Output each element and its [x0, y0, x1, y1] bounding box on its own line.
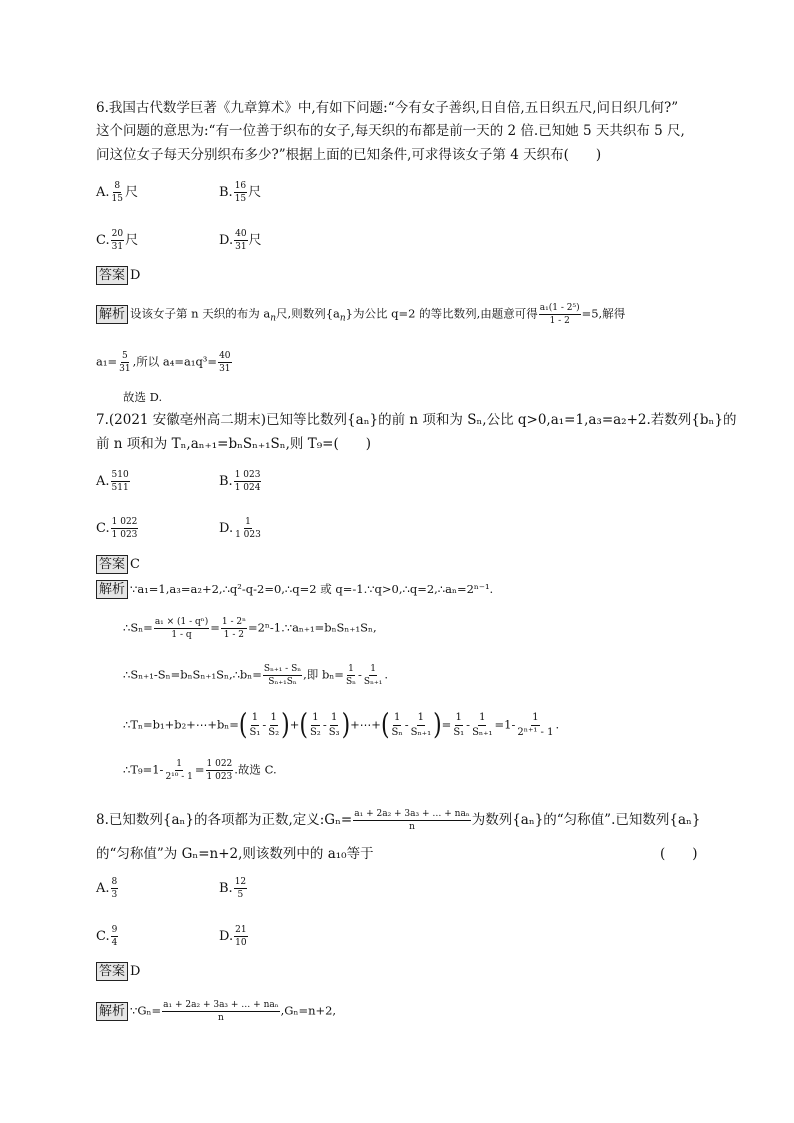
q7-analysis-step5: ∴T₉=1- $\frac{1}{\text{2¹⁰ - 1}}$ = $\frac{1 022}{1 023}$ .故选 C. — [123, 759, 277, 782]
q8-option-a[interactable] — [96, 877, 119, 900]
option-label: D. — [219, 233, 234, 248]
option-label: D. — [219, 521, 234, 536]
option-label: A. — [96, 474, 110, 489]
q8-option-b[interactable] — [219, 877, 248, 900]
fraction: $\frac{1}{\text{2¹⁰ - 1}}$ — [165, 759, 193, 782]
q7-analysis-step3: ∴Sₙ₊₁-Sₙ=bₙSₙ₊₁Sₙ,∴bₙ= $\frac{\text{Sₙ₊₁ - Sₙ}}{\text{Sₙ₊₁Sₙ}}$ ,即 bₙ= $\frac{1}{\text{Sₙ}}$ - $\frac{1}{\text{Sₙ₊₁}}$ . — [123, 664, 388, 687]
option-fraction: $\frac{1}{1 023}$ — [235, 517, 261, 540]
fraction: $\frac{1}{\text{Sₙ}}$ — [345, 664, 357, 687]
answer-value: C — [130, 557, 140, 572]
fraction: $\frac{\text{Sₙ₊₁ - Sₙ}}{\text{Sₙ₊₁Sₙ}}$ — [263, 664, 302, 687]
fraction: $\frac{\text{1 - 2ⁿ}}{1 - 2}$ — [221, 617, 246, 640]
option-fraction: $\frac{40}{31}$ — [235, 229, 247, 252]
q7-option-b[interactable] — [219, 470, 262, 493]
option-label: C. — [96, 233, 110, 248]
option-label: B. — [219, 881, 233, 896]
option-fraction: $\frac{21}{10}$ — [235, 925, 247, 948]
option-fraction: $\frac{16}{15}$ — [234, 181, 247, 204]
q6-stem-line1: 6.我国古代数学巨著《九章算术》中,有如下问题:“今有女子善织,日自倍,五日织五尺,问日织几何?” — [96, 100, 679, 116]
q6-stem-line2: 这个问题的意思为:“有一位善于织布的女子,每天织的布都是前一天的 2 倍.已知她 5 天共织布 5 尺, — [96, 123, 685, 139]
option-fraction: $\frac{1 023}{1 024}$ — [234, 470, 261, 493]
option-unit: 尺 — [248, 233, 262, 248]
option-unit: 尺 — [248, 185, 262, 200]
q6-option-a[interactable] — [96, 181, 138, 204]
q7-analysis-step2: ∴Sₙ= $\frac{\text{a₁ × (1 - qⁿ)}}{1 - q}$ = $\frac{\text{1 - 2ⁿ}}{1 - 2}$ =2ⁿ-1.∵aₙ₊₁=bₙSₙ₊₁Sₙ, — [123, 617, 377, 640]
q6-analysis-line2: a₁= $\frac{5}{31}$ ,所以 a₄=a₁q³= $\frac{40}{31}$ — [96, 351, 231, 374]
q8-option-c[interactable] — [96, 925, 119, 948]
q7-option-d[interactable] — [219, 517, 263, 540]
option-label: D. — [219, 929, 234, 944]
option-fraction: $\frac{1 022}{1 023}$ — [111, 517, 138, 540]
answer-tag: 答案 — [96, 555, 128, 574]
answer-value: D — [130, 964, 141, 979]
q7-stem-line1: 7.(2021 安徽亳州高二期末)已知等比数列{aₙ}的前 n 项和为 Sₙ,公比 q>0,a₁=1,a₃=a₂+2.若数列{bₙ}的 — [96, 412, 737, 428]
fraction: $\frac{\text{a₁ + 2a₂ + 3a₃ + … + naₙ}}{n}$ — [163, 1000, 279, 1023]
q8-analysis-line1: 解析 ∵Gₙ= $\frac{\text{a₁ + 2a₂ + 3a₃ + … + naₙ}}{n}$ ,Gₙ=n+2, — [96, 1000, 336, 1023]
fraction: $\frac{1 022}{1 023}$ — [206, 759, 233, 782]
fraction: $\frac{40}{31}$ — [219, 351, 231, 374]
q8-stem-line2: 的“匀称值”为 Gₙ=n+2,则该数列中的 a₁₀等于 — [96, 846, 374, 862]
q7-option-c[interactable] — [96, 517, 139, 540]
answer-tag: 答案 — [96, 266, 128, 285]
q7-analysis-step4: ∴Tₙ=b₁+b₂+⋯+bₙ=( $\frac{1}{\text{S₁}}$ - $\frac{1}{\text{S₂}}$ )+( $\frac{1}{\text{S₂}}$ - $\frac{1}{\text{S₃}}$ )+⋯+( $\frac{1}{\text{Sₙ}}$ - $\frac{1}{\text{Sₙ₊₁}}$ )= $\frac{1}{\text{S₁}}$ - $\frac{1}{\text{Sₙ₊₁}}$ =1- $\frac{1}{\text{2ⁿ⁺¹ - 1}}$ . — [123, 708, 560, 742]
q6-analysis-line1: 解析 设该女子第 n 天织的布为 $a_n$尺,则数列$\{a_n\}$为公比 q=2 的等比数列,由题意可得 $\frac{\text{a₁(1 - 2⁵)}}{1 - 2}$ =5,解得 — [96, 303, 625, 328]
analysis-tag: 解析 — [96, 580, 128, 599]
answer-tag: 答案 — [96, 962, 128, 981]
q7-option-a[interactable] — [96, 470, 131, 493]
fraction: $\frac{\text{a₁ × (1 - qⁿ)}}{1 - q}$ — [154, 617, 209, 640]
option-fraction: $\frac{8}{15}$ — [111, 181, 123, 204]
option-label: A. — [96, 185, 110, 200]
answer-value: D — [130, 268, 141, 283]
q8-option-d[interactable] — [219, 925, 249, 948]
q7-stem-line2: 前 n 项和为 Tₙ,aₙ₊₁=bₙSₙ₊₁Sₙ,则 T₉=( ) — [96, 436, 371, 452]
q7-analysis-step1: 解析 ∵a₁=1,a₃=a₂+2,∴q²-q-2=0,∴q=2 或 q=-1.∵q>0,∴q=2,∴aₙ=2ⁿ⁻¹. — [96, 580, 493, 599]
q8-answer-paren: ( ) — [660, 846, 698, 862]
q6-option-c[interactable] — [96, 229, 138, 252]
q6-analysis-line3: 故选 D. — [123, 390, 163, 404]
option-unit: 尺 — [125, 233, 139, 248]
fraction: $\frac{\text{a₁(1 - 2⁵)}}{1 - 2}$ — [539, 303, 580, 326]
fraction: $\frac{\text{a₁ + 2a₂ + 3a₃ + … + naₙ}}{n}$ — [354, 809, 470, 832]
option-label: C. — [96, 929, 110, 944]
option-label: B. — [219, 185, 233, 200]
q6-option-d[interactable] — [219, 229, 262, 252]
option-unit: 尺 — [124, 185, 138, 200]
option-label: C. — [96, 521, 110, 536]
q8-stem-line1: 8.已知数列{aₙ}的各项都为正数,定义:Gₙ= $\frac{\text{a₁ + 2a₂ + 3a₃ + … + naₙ}}{n}$ 为数列{aₙ}的“匀称值”.已知数列{aₙ} — [96, 809, 701, 832]
option-fraction: $\frac{20}{31}$ — [111, 229, 124, 252]
fraction: $\frac{5}{31}$ — [119, 351, 131, 374]
option-fraction: $\frac{12}{5}$ — [234, 877, 247, 900]
q6-option-b[interactable] — [219, 181, 261, 204]
q7-answer — [96, 555, 140, 574]
option-fraction: $\frac{9}{4}$ — [111, 925, 118, 948]
analysis-tag: 解析 — [96, 1002, 128, 1021]
analysis-tag: 解析 — [96, 305, 128, 324]
option-label: A. — [96, 881, 110, 896]
option-label: B. — [219, 474, 233, 489]
fraction: $\frac{1}{\text{Sₙ₊₁}}$ — [363, 664, 383, 687]
option-fraction: $\frac{510}{511}$ — [111, 470, 129, 493]
q8-answer — [96, 962, 140, 981]
q6-stem-line3: 问这位女子每天分别织布多少?”根据上面的已知条件,可求得该女子第 4 天织布( ) — [96, 147, 602, 163]
option-fraction: $\frac{8}{3}$ — [111, 877, 118, 900]
q6-answer — [96, 266, 140, 285]
